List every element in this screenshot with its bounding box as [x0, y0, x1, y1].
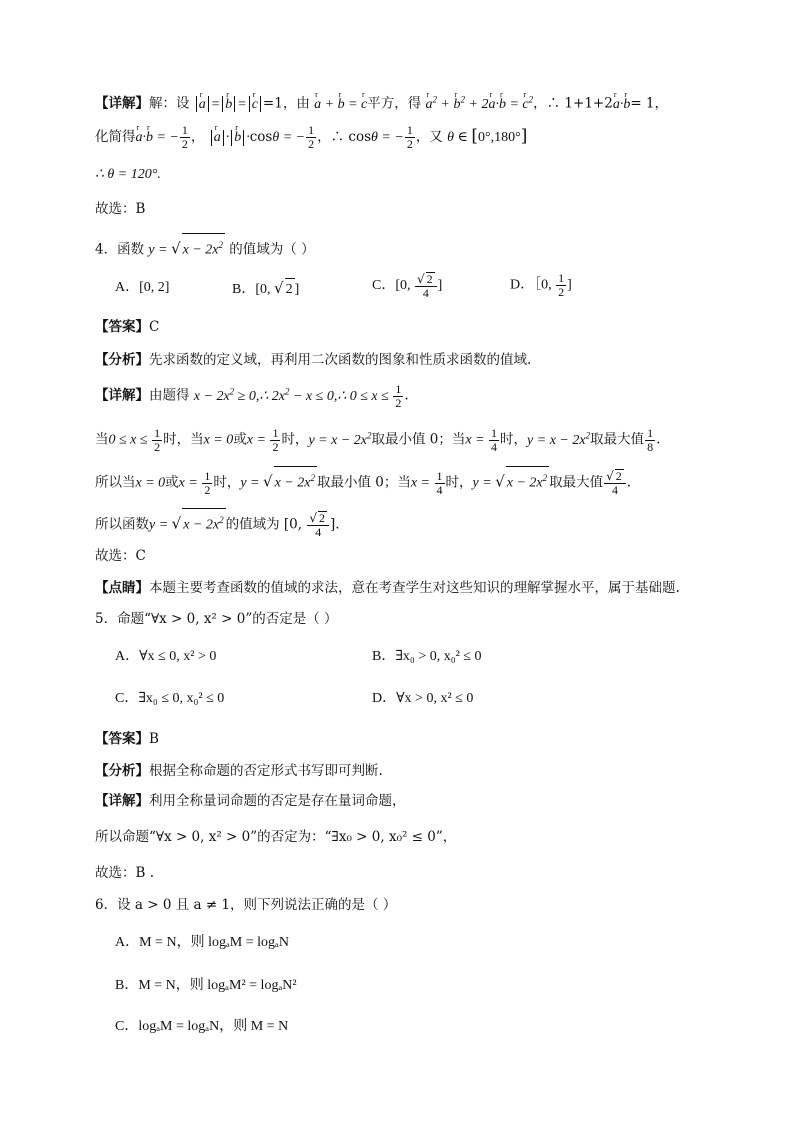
question-5-stem: 5．命题“∀x > 0, x² > 0”的否定是（ ） — [95, 611, 338, 627]
option-label: C．[0, — [372, 278, 411, 294]
answer-tag: 【答案】 — [95, 319, 149, 335]
answer-tag: 【答案】 — [95, 731, 149, 747]
q4-detail-1: 【详解】由题得 $x - 2x^2$ ≥ 0,∴ $2x^2 - x$ ≤ 0,∴ 0 ≤ x ≤ $\frac{1}{2}$ . — [95, 381, 409, 410]
text: 的值域为 [0, — [225, 516, 303, 533]
q5-answer — [95, 728, 159, 750]
q4-option-a[interactable]: A．[0, 2] — [115, 280, 170, 295]
q6-option-b[interactable]: B．M = N，则 logₐM² = logₐN² — [115, 978, 297, 993]
text: = 1， — [630, 95, 669, 112]
text: 解：设 — [149, 95, 190, 112]
text: 由题得 — [149, 387, 190, 404]
fraction-one-half: $\frac{1}{2}$ — [406, 123, 413, 151]
analysis-tag: 【分析】 — [95, 763, 149, 779]
q5-detail — [95, 790, 406, 812]
option-label: D．［0, — [510, 277, 552, 293]
text: 取最大值 — [549, 474, 604, 491]
text: 时， — [445, 474, 473, 491]
q4-choice: 故选：C — [95, 548, 146, 564]
text: ，∴ cos — [317, 129, 372, 145]
text: 或 — [233, 431, 247, 448]
text: 时，当 — [163, 431, 204, 448]
question-6-stem: 6．设 a > 0 且 a ≠ 1，则下列说法正确的是（ ） — [95, 897, 397, 913]
remark-tag: 【点睛】 — [95, 580, 149, 596]
q5-option-b[interactable]: B．∃x₀ > 0, x₀² ≤ 0 — [372, 649, 482, 664]
choice-line: 故选：B — [95, 201, 146, 217]
option-label: B．[0, — [232, 282, 271, 297]
detail-tag: 【详解】 — [95, 793, 149, 809]
q5-detail-2: 所以命题“∀x > 0, x² > 0”的否定为：“∃x₀ > 0, x₀² ≤ 0”， — [95, 829, 457, 845]
q4-detail-3: 所以当x = 0或x = $\frac{1}{2}$ 时，y = √ $x - 2x^2$ 取最小值 0；当x = $\frac{1}{4}$ 时，y = √ $x - 2x^2$ 取最大值 $\frac{√ 2}{4}$ . — [95, 466, 631, 497]
remark-text: 本题主要考查函数的值域的求法，意在考查学生对这些知识的理解掌握水平，属于基础题. — [149, 580, 680, 596]
text: ， — [190, 129, 205, 145]
q6-option-a[interactable]: A．M = N，则 logₐM = logₐN — [115, 935, 289, 950]
q5-choice: 故选：B . — [95, 865, 155, 881]
answer-value: C — [149, 319, 160, 335]
text: 取最大值 — [590, 431, 645, 448]
text: 平方，得 — [367, 95, 422, 112]
text: cos — [249, 129, 273, 145]
q4-analysis — [95, 349, 531, 371]
q4-answer — [95, 316, 159, 338]
text: 所以函数 — [95, 516, 149, 533]
text: 化简得 — [95, 129, 136, 145]
angle-range: 0°,180° — [478, 130, 521, 145]
question-tail: 的值域为（ ） — [229, 241, 315, 258]
text: 取最小值 0；当 — [316, 474, 411, 491]
text: 时， — [281, 431, 309, 448]
text: =1，由 — [262, 95, 310, 112]
text: 所以当 — [95, 474, 136, 491]
q5-option-c[interactable]: C．∃x₀ ≤ 0, x₀² ≤ 0 — [115, 691, 225, 706]
text: 或 — [165, 474, 179, 491]
question-4-stem: 4．函数 y = √ $x - 2x^2$ 的值域为（ ） — [95, 233, 315, 262]
text: 当 — [95, 431, 109, 448]
fraction-one-half: $\frac{1}{2}$ — [181, 123, 188, 151]
answer-value: B — [149, 731, 159, 747]
q4-option-d[interactable]: D．［0, $\frac{1}{2}$ ] — [510, 271, 572, 299]
text: ，又 — [415, 129, 443, 145]
detail-line-3: ∴ θ = 120°. — [95, 167, 161, 182]
q4-detail-4: 所以函数y = √ $x - 2x^2$ 的值域为 [0, $\frac{√ 2}{4}$ ]. — [95, 508, 340, 539]
q4-option-c[interactable]: C．[0, $\frac{√ 2}{4}$ ] — [372, 272, 443, 300]
detail-line-2: 化简得r a·r b = − $\frac{1}{2}$ ， r a ·r b ·cosθ = − $\frac{1}{2}$ ，∴ cosθ = − $\frac{1}{2}$ ，又 θ ∈ [0°,180°] — [95, 124, 527, 151]
detail-text: 利用全称量词命题的否定是存在量词命题， — [149, 793, 406, 809]
analysis-text: 先求函数的定义域，再利用二次函数的图象和性质求函数的值域. — [149, 352, 532, 368]
q5-option-d[interactable]: D．∀x > 0, x² ≤ 0 — [372, 691, 474, 706]
q6-option-c[interactable]: C．logₐM = logₐN，则 M = N — [115, 1019, 289, 1034]
q4-detail-2: 当0 ≤ x ≤ $\frac{1}{2}$ 时，当x = 0或x = $\frac{1}{2}$ 时，$y = x - 2x^2$取最小值 0；当x = $\frac{1}{4}$ 时，$y = x - 2x^2$取最大值 $\frac{1}{8}$ . — [95, 425, 661, 454]
q4-option-b[interactable]: B．[0, √ 2 ] — [232, 277, 299, 301]
analysis-text: 根据全称命题的否定形式书写即可判断. — [149, 763, 383, 779]
text: 时， — [500, 431, 528, 448]
detail-line-1: 【详解】解：设 r a =r b =r c =1，由 r a + r b = r c平方，得 r $a^2 + r$ $b^2 + 2r$ a·r b = r $c^2$，∴ 1+1+2r a·r b= 1， — [95, 88, 668, 116]
q5-analysis — [95, 760, 383, 782]
q5-option-a[interactable]: A．∀x ≤ 0, x² > 0 — [115, 649, 217, 664]
detail-tag: 【详解】 — [95, 95, 149, 112]
text: 时， — [213, 474, 241, 491]
text: 取最小值 0；当 — [371, 431, 466, 448]
analysis-tag: 【分析】 — [95, 352, 149, 368]
q4-remark — [95, 577, 680, 599]
fraction-one-half: $\frac{1}{2}$ — [308, 123, 315, 151]
text: ，∴ 1+1+2 — [533, 95, 613, 112]
question-number: 4．函数 — [95, 241, 145, 258]
detail-tag: 【详解】 — [95, 387, 149, 404]
